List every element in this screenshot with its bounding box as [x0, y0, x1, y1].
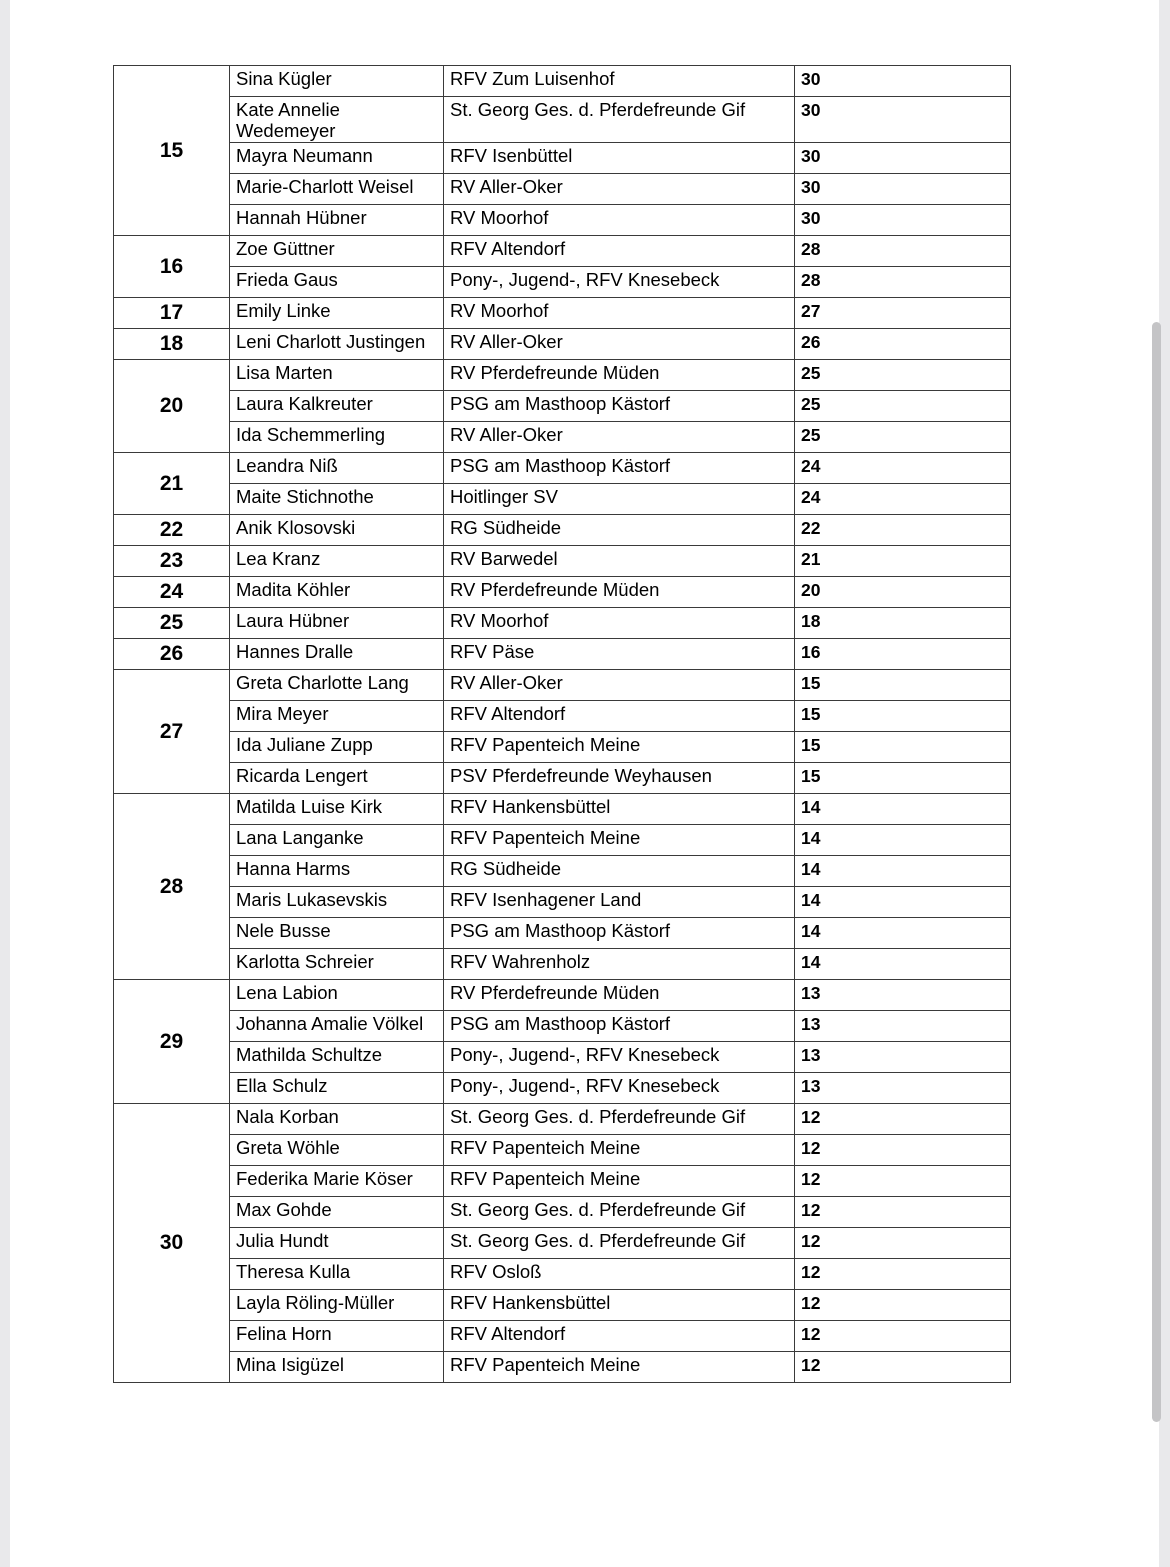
club-cell: RG Südheide: [444, 856, 795, 887]
name-cell: Lena Labion: [230, 980, 444, 1011]
club-cell: RV Pferdefreunde Müden: [444, 577, 795, 608]
points-cell: 21: [795, 546, 1011, 577]
table-row: [114, 1104, 1011, 1135]
club-cell: PSG am Masthoop Kästorf: [444, 391, 795, 422]
rank-cell: 21: [114, 453, 230, 515]
table-row: [114, 856, 1011, 887]
club-cell: Pony-, Jugend-, RFV Knesebeck: [444, 1073, 795, 1104]
name-cell: Mira Meyer: [230, 701, 444, 732]
name-cell: Kate Annelie Wedemeyer: [230, 97, 444, 143]
table-row: [114, 267, 1011, 298]
club-cell: RFV Papenteich Meine: [444, 1166, 795, 1197]
table-row: [114, 1042, 1011, 1073]
club-cell: RFV Papenteich Meine: [444, 1352, 795, 1383]
name-cell: Hanna Harms: [230, 856, 444, 887]
name-cell: Federika Marie Köser: [230, 1166, 444, 1197]
table-row: [114, 546, 1011, 577]
club-cell: RFV Altendorf: [444, 236, 795, 267]
points-cell: 20: [795, 577, 1011, 608]
points-cell: 12: [795, 1352, 1011, 1383]
table-row: [114, 670, 1011, 701]
name-cell: Anik Klosovski: [230, 515, 444, 546]
points-cell: 12: [795, 1104, 1011, 1135]
table-row: [114, 205, 1011, 236]
points-cell: 18: [795, 608, 1011, 639]
rank-cell: 26: [114, 639, 230, 670]
name-cell: Maite Stichnothe: [230, 484, 444, 515]
club-cell: RV Pferdefreunde Müden: [444, 360, 795, 391]
points-cell: 12: [795, 1135, 1011, 1166]
table-row: [114, 732, 1011, 763]
rank-cell: 29: [114, 980, 230, 1104]
table-row: [114, 763, 1011, 794]
points-cell: 30: [795, 143, 1011, 174]
club-cell: Hoitlinger SV: [444, 484, 795, 515]
name-cell: Hannes Dralle: [230, 639, 444, 670]
points-cell: 14: [795, 918, 1011, 949]
points-cell: 14: [795, 887, 1011, 918]
table-row: [114, 360, 1011, 391]
rank-cell: 20: [114, 360, 230, 453]
name-cell: Felina Horn: [230, 1321, 444, 1352]
club-cell: RFV Isenhagener Land: [444, 887, 795, 918]
table-row: [114, 639, 1011, 670]
points-cell: 30: [795, 66, 1011, 97]
points-cell: 15: [795, 701, 1011, 732]
table-row: [114, 1352, 1011, 1383]
name-cell: Ida Juliane Zupp: [230, 732, 444, 763]
club-cell: Pony-, Jugend-, RFV Knesebeck: [444, 267, 795, 298]
club-cell: RV Moorhof: [444, 205, 795, 236]
name-cell: Layla Röling-Müller: [230, 1290, 444, 1321]
club-cell: RFV Hankensbüttel: [444, 1290, 795, 1321]
table-row: [114, 298, 1011, 329]
name-cell: Lana Langanke: [230, 825, 444, 856]
points-cell: 14: [795, 825, 1011, 856]
table-row: [114, 980, 1011, 1011]
points-cell: 25: [795, 422, 1011, 453]
points-cell: 30: [795, 205, 1011, 236]
rank-cell: 15: [114, 66, 230, 236]
rank-cell: 22: [114, 515, 230, 546]
points-cell: 12: [795, 1166, 1011, 1197]
table-row: [114, 949, 1011, 980]
table-row: [114, 236, 1011, 267]
points-cell: 25: [795, 360, 1011, 391]
club-cell: RFV Papenteich Meine: [444, 825, 795, 856]
table-row: [114, 825, 1011, 856]
points-cell: 24: [795, 453, 1011, 484]
club-cell: RFV Papenteich Meine: [444, 1135, 795, 1166]
points-cell: 14: [795, 856, 1011, 887]
rank-cell: 18: [114, 329, 230, 360]
club-cell: RFV Papenteich Meine: [444, 732, 795, 763]
club-cell: RFV Isenbüttel: [444, 143, 795, 174]
rank-cell: 24: [114, 577, 230, 608]
name-cell: Max Gohde: [230, 1197, 444, 1228]
rank-cell: 17: [114, 298, 230, 329]
club-cell: PSG am Masthoop Kästorf: [444, 1011, 795, 1042]
name-cell: Madita Köhler: [230, 577, 444, 608]
club-cell: PSG am Masthoop Kästorf: [444, 918, 795, 949]
points-cell: 30: [795, 97, 1011, 143]
name-cell: Lisa Marten: [230, 360, 444, 391]
points-cell: 14: [795, 949, 1011, 980]
points-cell: 28: [795, 236, 1011, 267]
club-cell: RFV Wahrenholz: [444, 949, 795, 980]
club-cell: St. Georg Ges. d. Pferdefreunde Gif: [444, 97, 795, 143]
table-row: [114, 887, 1011, 918]
points-cell: 12: [795, 1197, 1011, 1228]
points-cell: 22: [795, 515, 1011, 546]
table-row: [114, 174, 1011, 205]
points-cell: 25: [795, 391, 1011, 422]
club-cell: RFV Altendorf: [444, 1321, 795, 1352]
name-cell: Lea Kranz: [230, 546, 444, 577]
table-row: [114, 1197, 1011, 1228]
table-row: [114, 918, 1011, 949]
points-cell: 24: [795, 484, 1011, 515]
rank-cell: 30: [114, 1104, 230, 1383]
rank-cell: 25: [114, 608, 230, 639]
rank-cell: 16: [114, 236, 230, 298]
points-cell: 26: [795, 329, 1011, 360]
name-cell: Mina Isigüzel: [230, 1352, 444, 1383]
club-cell: RFV Osloß: [444, 1259, 795, 1290]
table-row: [114, 143, 1011, 174]
points-cell: 12: [795, 1259, 1011, 1290]
table-row: [114, 97, 1011, 143]
club-cell: PSV Pferdefreunde Weyhausen: [444, 763, 795, 794]
name-cell: Mathilda Schultze: [230, 1042, 444, 1073]
club-cell: RFV Hankensbüttel: [444, 794, 795, 825]
table-row: [114, 1011, 1011, 1042]
points-cell: 16: [795, 639, 1011, 670]
points-cell: 13: [795, 1042, 1011, 1073]
table-row: [114, 515, 1011, 546]
name-cell: Leandra Niß: [230, 453, 444, 484]
table-row: [114, 1228, 1011, 1259]
table-row: [114, 484, 1011, 515]
club-cell: St. Georg Ges. d. Pferdefreunde Gif: [444, 1228, 795, 1259]
name-cell: Theresa Kulla: [230, 1259, 444, 1290]
name-cell: Zoe Güttner: [230, 236, 444, 267]
document-page: [10, 0, 1159, 1567]
name-cell: Nele Busse: [230, 918, 444, 949]
name-cell: Nala Korban: [230, 1104, 444, 1135]
table-row: [114, 66, 1011, 97]
table-row: [114, 391, 1011, 422]
table-row: [114, 577, 1011, 608]
points-cell: 15: [795, 670, 1011, 701]
points-cell: 13: [795, 1011, 1011, 1042]
club-cell: RFV Zum Luisenhof: [444, 66, 795, 97]
points-cell: 28: [795, 267, 1011, 298]
points-cell: 12: [795, 1321, 1011, 1352]
name-cell: Emily Linke: [230, 298, 444, 329]
table-row: [114, 329, 1011, 360]
name-cell: Sina Kügler: [230, 66, 444, 97]
name-cell: Laura Hübner: [230, 608, 444, 639]
table-row: [114, 453, 1011, 484]
points-cell: 30: [795, 174, 1011, 205]
name-cell: Ella Schulz: [230, 1073, 444, 1104]
table-row: [114, 608, 1011, 639]
name-cell: Laura Kalkreuter: [230, 391, 444, 422]
club-cell: Pony-, Jugend-, RFV Knesebeck: [444, 1042, 795, 1073]
points-cell: 15: [795, 763, 1011, 794]
table-row: [114, 1166, 1011, 1197]
name-cell: Karlotta Schreier: [230, 949, 444, 980]
name-cell: Greta Charlotte Lang: [230, 670, 444, 701]
club-cell: RV Barwedel: [444, 546, 795, 577]
name-cell: Maris Lukasevskis: [230, 887, 444, 918]
points-cell: 13: [795, 980, 1011, 1011]
name-cell: Hannah Hübner: [230, 205, 444, 236]
points-cell: 27: [795, 298, 1011, 329]
points-cell: 15: [795, 732, 1011, 763]
name-cell: Johanna Amalie Völkel: [230, 1011, 444, 1042]
results-table-body: [114, 66, 1011, 1383]
name-cell: Ricarda Lengert: [230, 763, 444, 794]
name-cell: Marie-Charlott Weisel: [230, 174, 444, 205]
name-cell: Ida Schemmerling: [230, 422, 444, 453]
club-cell: RG Südheide: [444, 515, 795, 546]
club-cell: RV Aller-Oker: [444, 329, 795, 360]
club-cell: RFV Altendorf: [444, 701, 795, 732]
rank-cell: 28: [114, 794, 230, 980]
table-row: [114, 1259, 1011, 1290]
club-cell: RV Aller-Oker: [444, 670, 795, 701]
name-cell: Julia Hundt: [230, 1228, 444, 1259]
table-row: [114, 1321, 1011, 1352]
table-row: [114, 422, 1011, 453]
club-cell: RV Aller-Oker: [444, 422, 795, 453]
club-cell: RV Pferdefreunde Müden: [444, 980, 795, 1011]
rank-cell: 23: [114, 546, 230, 577]
name-cell: Greta Wöhle: [230, 1135, 444, 1166]
points-cell: 13: [795, 1073, 1011, 1104]
name-cell: Matilda Luise Kirk: [230, 794, 444, 825]
club-cell: St. Georg Ges. d. Pferdefreunde Gif: [444, 1197, 795, 1228]
club-cell: St. Georg Ges. d. Pferdefreunde Gif: [444, 1104, 795, 1135]
club-cell: PSG am Masthoop Kästorf: [444, 453, 795, 484]
table-row: [114, 794, 1011, 825]
name-cell: Mayra Neumann: [230, 143, 444, 174]
club-cell: RV Moorhof: [444, 608, 795, 639]
table-row: [114, 1135, 1011, 1166]
points-cell: 12: [795, 1290, 1011, 1321]
club-cell: RV Moorhof: [444, 298, 795, 329]
table-row: [114, 1073, 1011, 1104]
table-row: [114, 1290, 1011, 1321]
table-row: [114, 701, 1011, 732]
points-cell: 12: [795, 1228, 1011, 1259]
rank-cell: 27: [114, 670, 230, 794]
club-cell: RV Aller-Oker: [444, 174, 795, 205]
vertical-scrollbar[interactable]: [1152, 322, 1161, 1422]
club-cell: RFV Päse: [444, 639, 795, 670]
points-cell: 14: [795, 794, 1011, 825]
results-table: [113, 65, 1011, 1383]
name-cell: Leni Charlott Justingen: [230, 329, 444, 360]
name-cell: Frieda Gaus: [230, 267, 444, 298]
